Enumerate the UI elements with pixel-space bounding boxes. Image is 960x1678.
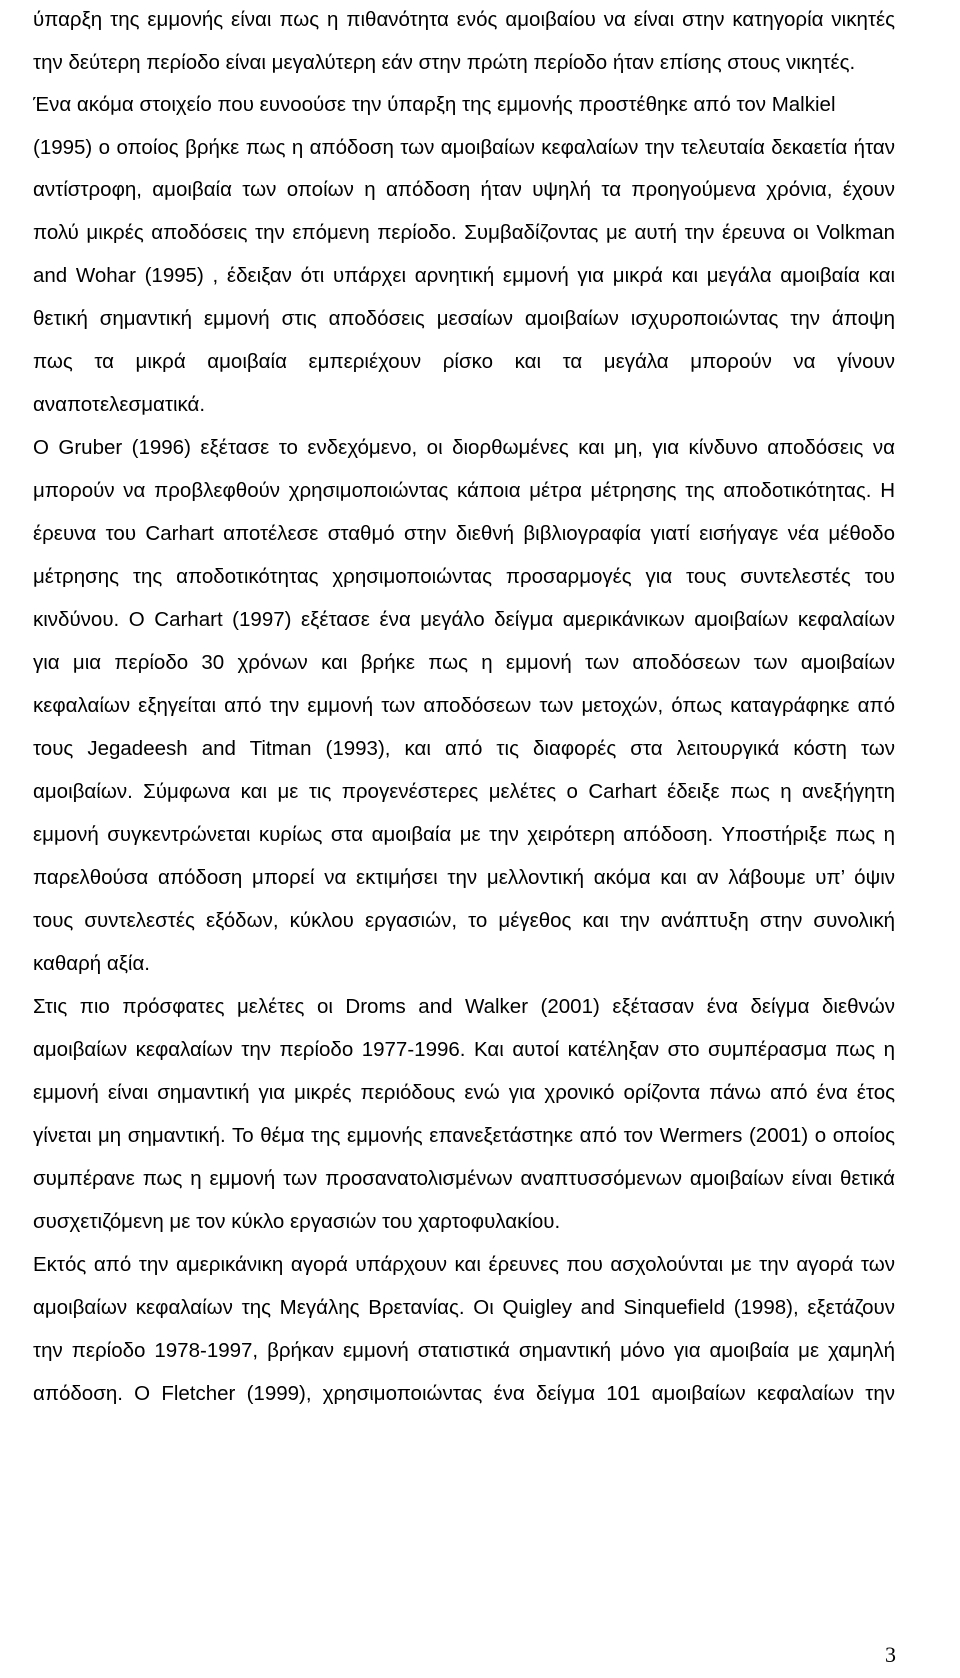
text-line: αμοιβαίων κεφαλαίων της Μεγάλης Βρετανίας. Οι Quigley and Sinquefield (1998), εξετάζουν	[33, 1296, 895, 1319]
text-line: αμοιβαίων. Σύμφωνα και με τις προγενέστερες μελέτες ο Carhart έδειξε πως η ανεξήγητη	[33, 780, 895, 803]
text-line: αμοιβαίων κεφαλαίων την περίοδο 1977-1996. Και αυτοί κατέληξαν στο συμπέρασμα πως η	[33, 1038, 895, 1061]
text-line: την δεύτερη περίοδο είναι μεγαλύτερη εάν στην πρώτη περίοδο ήταν επίσης στους νικητές.	[33, 51, 856, 74]
text-line: μπορούν να προβλεφθούν χρησιμοποιώντας κάποια μέτρα μέτρησης της αποδοτικότητας. Η	[33, 479, 895, 502]
text-line: κινδύνου. Ο Carhart (1997) εξέτασε ένα μεγάλο δείγμα αμερικάνικων αμοιβαίων κεφαλαίων	[33, 608, 895, 631]
text-line: τους Jegadeesh and Titman (1993), και από τις διαφορές στα λειτουργικά κόστη των	[33, 737, 895, 760]
text-line: αντίστροφη, αμοιβαία των οποίων η απόδοση ήταν υψηλή τα προηγούμενα χρόνια, έχουν	[33, 178, 895, 201]
text-line: κεφαλαίων εξηγείται από την εμμονή των αποδόσεων των μετοχών, όπως καταγράφηκε από	[33, 694, 895, 717]
text-line: Ο Gruber (1996) εξέτασε το ενδεχόμενο, οι διορθωμένες και μη, για κίνδυνο αποδόσεις να	[33, 436, 895, 459]
page-number: 3	[885, 1642, 896, 1667]
text-line: ύπαρξη της εμμονής είναι πως η πιθανότητα ενός αμοιβαίου να είναι στην κατηγορία νικητές	[33, 8, 895, 31]
text-line: για μια περίοδο 30 χρόνων και βρήκε πως η εμμονή των αποδόσεων των αμοιβαίων	[33, 651, 895, 674]
text-line: Εκτός από την αμερικάνικη αγορά υπάρχουν και έρευνες που ασχολούνται με την αγορά των	[33, 1253, 895, 1276]
text-line: and Wohar (1995) , έδειξαν ότι υπάρχει αρνητική εμμονή για μικρά και μεγάλα αμοιβαία και	[33, 264, 895, 287]
text-line: (1995) ο οποίος βρήκε πως η απόδοση των αμοιβαίων κεφαλαίων την τελευταία δεκαετία ήταν	[33, 136, 895, 159]
text-line: έρευνα του Carhart αποτέλεσε σταθμό στην διεθνή βιβλιογραφία γιατί εισήγαγε νέα μέθοδο	[33, 522, 895, 545]
text-line: παρελθούσα απόδοση μπορεί να εκτιμήσει την μελλοντική ακόμα και αν λάβουμε υπ’ όψιν	[33, 866, 895, 889]
text-line: συμπέρανε πως η εμμονή των προσανατολισμένων αναπτυσσόμενων αμοιβαίων είναι θετικά	[33, 1167, 895, 1190]
text-line: πως τα μικρά αμοιβαία εμπεριέχουν ρίσκο και τα μεγάλα μπορούν να γίνουν	[33, 350, 895, 373]
text-line: την περίοδο 1978-1997, βρήκαν εμμονή στατιστικά σημαντική μόνο για αμοιβαία με χαμηλή	[33, 1339, 895, 1362]
text-line: Ένα ακόμα στοιχείο που ευνοούσε την ύπαρξη της εμμονής προστέθηκε από τον Malkiel	[33, 93, 836, 116]
text-line: καθαρή αξία.	[33, 952, 150, 975]
text-line: γίνεται μη σημαντική. Το θέμα της εμμονής επανεξετάστηκε από τον Wermers (2001) ο οποίος	[33, 1124, 895, 1147]
text-line: αναποτελεσματικά.	[33, 393, 206, 416]
text-line: συσχετιζόμενη με τον κύκλο εργασιών του χαρτοφυλακίου.	[33, 1210, 561, 1233]
text-line: Στις πιο πρόσφατες μελέτες οι Droms and Walker (2001) εξέτασαν ένα δείγμα διεθνών	[33, 995, 895, 1018]
text-line: εμμονή είναι σημαντική για μικρές περιόδους ενώ για χρονικό ορίζοντα πάνω από ένα έτος	[33, 1081, 895, 1104]
text-line: τους συντελεστές εξόδων, κύκλου εργασιών, το μέγεθος και την ανάπτυξη στην συνολική	[33, 909, 895, 932]
text-line: μέτρησης της αποδοτικότητας χρησιμοποιώντας προσαρμογές για τους συντελεστές του	[33, 565, 895, 588]
text-line: θετική σημαντική εμμονή στις αποδόσεις μεσαίων αμοιβαίων ισχυροποιώντας την άποψη	[33, 307, 895, 330]
text-line: εμμονή συγκεντρώνεται κυρίως στα αμοιβαία με την χειρότερη απόδοση. Υποστήριξε πως η	[33, 823, 895, 846]
text-line: πολύ μικρές αποδόσεις την επόμενη περίοδο. Συμβαδίζοντας με αυτή την έρευνα οι Volkman	[33, 221, 895, 244]
text-line: απόδοση. Ο Fletcher (1999), χρησιμοποιώντας ένα δείγμα 101 αμοιβαίων κεφαλαίων την	[33, 1382, 895, 1405]
